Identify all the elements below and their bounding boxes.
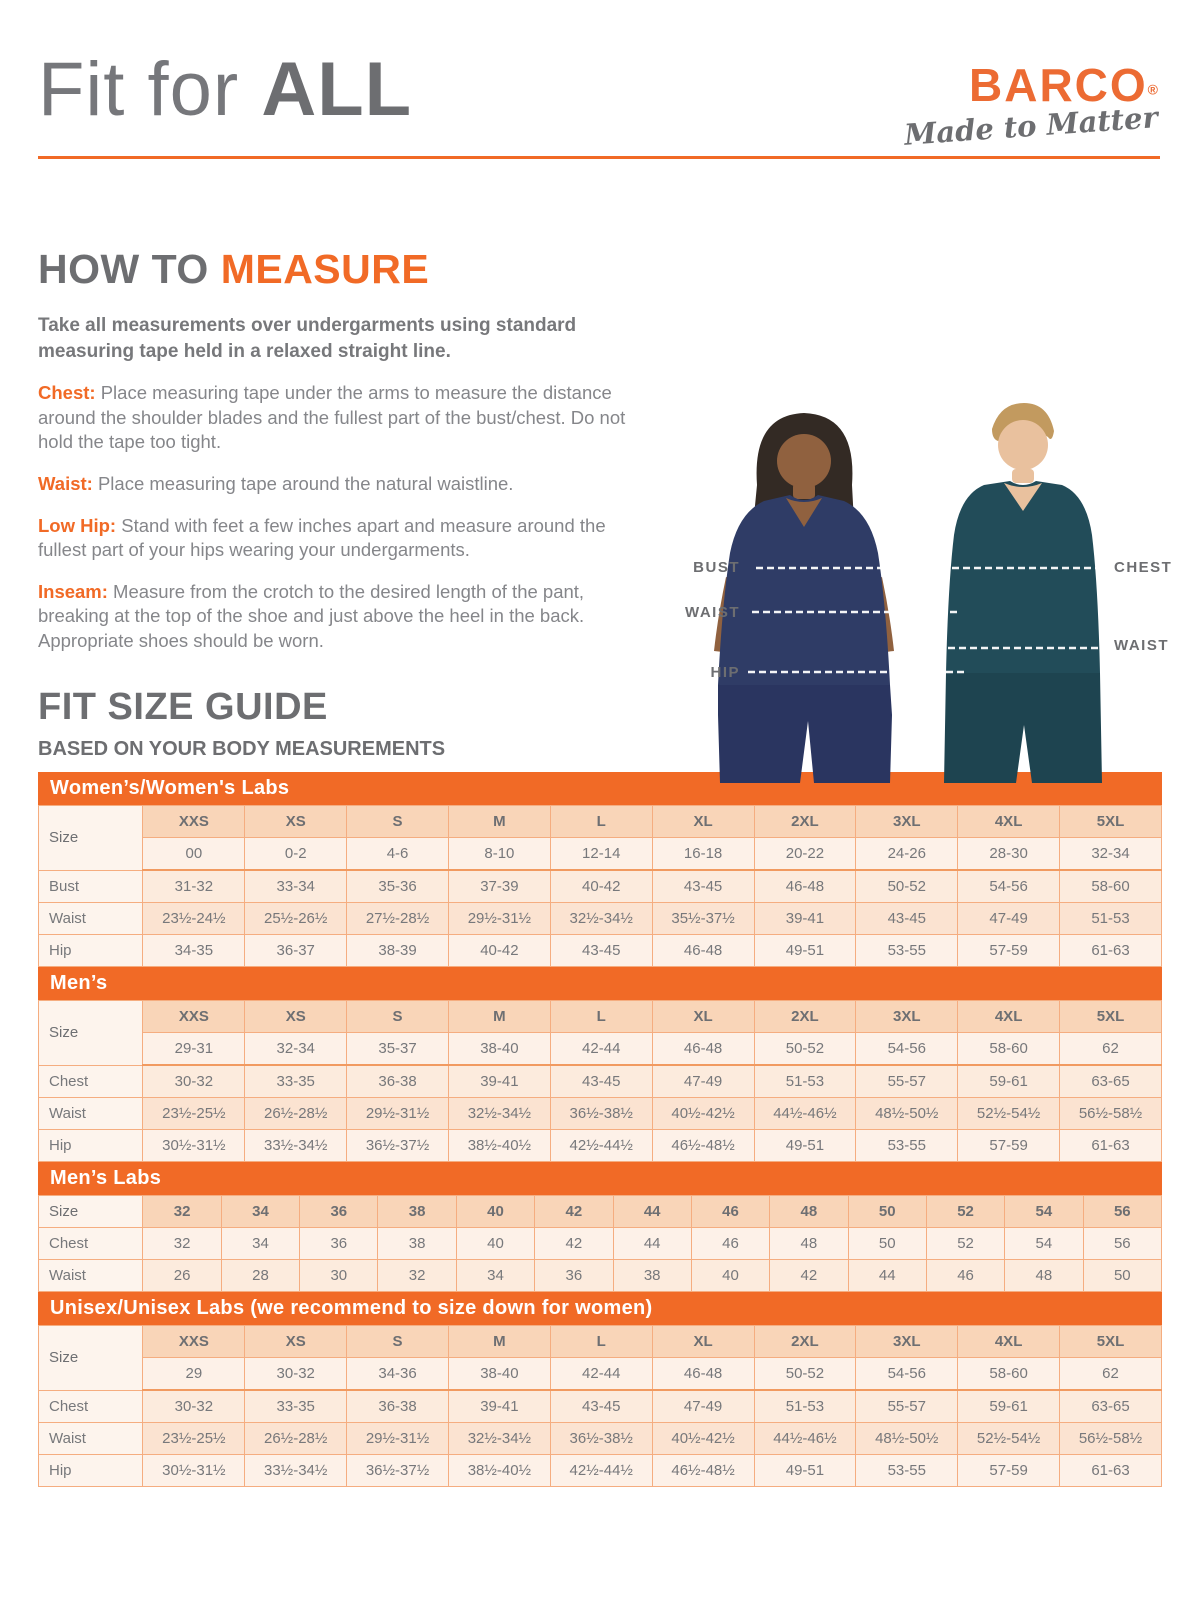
size-column-header: 34 (221, 1196, 299, 1228)
value-cell: 29½-31½ (347, 1423, 449, 1455)
size-column-header: S (347, 1326, 449, 1358)
value-cell: 48½-50½ (856, 1098, 958, 1130)
value-cell: 50 (1083, 1260, 1161, 1292)
table-row (39, 870, 1162, 903)
value-cell: 46 (691, 1228, 769, 1260)
value-cell: 38½-40½ (448, 1455, 550, 1487)
size-column-header: 52 (926, 1196, 1004, 1228)
table-row (39, 1260, 1162, 1292)
value-cell: 51-53 (1060, 903, 1162, 935)
measure-item-lowhip-text: Stand with feet a few inches apart and measure around the fullest part of your hips wearing your undergarments. (38, 514, 606, 561)
value-cell: 52½-54½ (958, 1423, 1060, 1455)
value-cell: 46½-48½ (652, 1130, 754, 1162)
row-label-cell: Chest (39, 1390, 143, 1423)
measure-item-waist-text: Place measuring tape around the natural waistline. (92, 473, 514, 495)
size-column-header: XS (245, 1001, 347, 1033)
size-column-header: XL (652, 806, 754, 838)
value-cell: 40-42 (448, 935, 550, 967)
value-cell: 33-35 (245, 1065, 347, 1098)
value-cell: 49-51 (754, 1130, 856, 1162)
measure-item-chest-label: Chest: (38, 382, 96, 404)
brand-block (903, 59, 1159, 152)
registered-mark-icon: ® (1147, 81, 1158, 98)
value-cell: 46-48 (652, 1358, 754, 1391)
value-cell: 57-59 (958, 935, 1060, 967)
value-cell: 30-32 (143, 1065, 245, 1098)
value-cell: 53-55 (856, 1130, 958, 1162)
value-cell: 38 (613, 1260, 691, 1292)
size-column-header: 36 (300, 1196, 378, 1228)
value-cell: 61-63 (1060, 935, 1162, 967)
value-cell: 36-37 (245, 935, 347, 967)
value-cell: 49-51 (754, 935, 856, 967)
size-column-header: 2XL (754, 806, 856, 838)
page-title-regular: Fit for (38, 47, 262, 132)
value-cell: 29-31 (143, 1033, 245, 1066)
table-row (39, 1033, 1162, 1066)
table-title-bar: Men’s (38, 967, 1162, 1000)
row-label-cell: Hip (39, 1130, 143, 1162)
value-cell: 42-44 (550, 1358, 652, 1391)
row-label-cell: Chest (39, 1065, 143, 1098)
size-table-block-0 (38, 772, 1162, 967)
value-cell: 44½-46½ (754, 1423, 856, 1455)
value-cell: 42½-44½ (550, 1130, 652, 1162)
value-cell: 48½-50½ (856, 1423, 958, 1455)
value-cell: 55-57 (856, 1390, 958, 1423)
size-label-cell: Size (39, 1001, 143, 1066)
value-cell: 31-32 (143, 870, 245, 903)
measure-item-inseam-text: Measure from the crotch to the desired length of the pant, breaking at the top of the shoe and just above the heel in the back. Appropriate shoes should be worn. (38, 580, 585, 652)
value-cell: 49-51 (754, 1455, 856, 1487)
value-cell: 51-53 (754, 1390, 856, 1423)
table-row (39, 1423, 1162, 1455)
table-title-bar: Men’s Labs (38, 1162, 1162, 1195)
table-row (39, 1358, 1162, 1391)
size-column-header: 5XL (1060, 1001, 1162, 1033)
size-table (38, 1000, 1162, 1162)
size-column-header: XXS (143, 806, 245, 838)
size-column-header: M (448, 806, 550, 838)
value-cell: 47-49 (958, 903, 1060, 935)
row-label-cell: Waist (39, 1098, 143, 1130)
value-cell: 26 (143, 1260, 221, 1292)
value-cell: 44 (848, 1260, 926, 1292)
value-cell: 33-35 (245, 1390, 347, 1423)
value-cell: 26½-28½ (245, 1423, 347, 1455)
size-table-block-2 (38, 1162, 1162, 1292)
how-to-measure-section (38, 246, 643, 654)
value-cell: 61-63 (1060, 1455, 1162, 1487)
row-label-cell: Bust (39, 870, 143, 903)
value-cell: 36½-38½ (550, 1423, 652, 1455)
fit-size-guide-subtitle: BASED ON YOUR BODY MEASUREMENTS (38, 738, 446, 760)
value-cell: 12-14 (550, 838, 652, 871)
value-cell: 54-56 (856, 1033, 958, 1066)
row-label-cell: Hip (39, 935, 143, 967)
value-cell: 32 (143, 1228, 221, 1260)
size-column-header: XL (652, 1001, 754, 1033)
value-cell: 43-45 (856, 903, 958, 935)
value-cell: 34-36 (347, 1358, 449, 1391)
value-cell: 36½-37½ (347, 1455, 449, 1487)
value-cell: 56½-58½ (1060, 1423, 1162, 1455)
value-cell: 40 (456, 1228, 534, 1260)
size-column-header: 48 (770, 1196, 848, 1228)
value-cell: 00 (143, 838, 245, 871)
size-column-header: M (448, 1001, 550, 1033)
brand-name: BARCO (969, 59, 1148, 111)
value-cell: 40½-42½ (652, 1098, 754, 1130)
value-cell: 29 (143, 1358, 245, 1391)
value-cell: 53-55 (856, 935, 958, 967)
size-column-header: XL (652, 1326, 754, 1358)
value-cell: 32½-34½ (448, 1423, 550, 1455)
value-cell: 48 (1005, 1260, 1083, 1292)
value-cell: 35-36 (347, 870, 449, 903)
value-cell: 54-56 (856, 1358, 958, 1391)
value-cell: 52 (926, 1228, 1004, 1260)
value-cell: 36-38 (347, 1390, 449, 1423)
value-cell: 40½-42½ (652, 1423, 754, 1455)
size-column-header: 44 (613, 1196, 691, 1228)
table-row (39, 1455, 1162, 1487)
value-cell: 47-49 (652, 1390, 754, 1423)
size-column-header: 46 (691, 1196, 769, 1228)
value-cell: 63-65 (1060, 1065, 1162, 1098)
how-to-measure-title (38, 246, 643, 293)
size-column-header: 5XL (1060, 806, 1162, 838)
value-cell: 0-2 (245, 838, 347, 871)
value-cell: 59-61 (958, 1065, 1060, 1098)
value-cell: 46½-48½ (652, 1455, 754, 1487)
row-label-cell: Waist (39, 903, 143, 935)
table-row (39, 935, 1162, 967)
value-cell: 43-45 (550, 1065, 652, 1098)
value-cell: 36½-37½ (347, 1130, 449, 1162)
value-cell: 38-40 (448, 1033, 550, 1066)
value-cell: 42 (770, 1260, 848, 1292)
table-row (39, 1065, 1162, 1098)
size-column-header: 40 (456, 1196, 534, 1228)
value-cell: 57-59 (958, 1455, 1060, 1487)
value-cell: 36-38 (347, 1065, 449, 1098)
table-row (39, 1130, 1162, 1162)
value-cell: 61-63 (1060, 1130, 1162, 1162)
value-cell: 50-52 (754, 1358, 856, 1391)
value-cell: 46-48 (754, 870, 856, 903)
measurement-figure (652, 385, 1184, 783)
measure-item-chest-text: Place measuring tape under the arms to measure the distance around the shoulder blades and the fullest part of the bust/chest. Do not hold the tape too tight. (38, 382, 626, 453)
table-header-row (39, 1001, 1162, 1033)
row-label-cell: Waist (39, 1423, 143, 1455)
header-divider (38, 156, 1160, 159)
table-row (39, 1390, 1162, 1423)
value-cell: 34 (221, 1228, 299, 1260)
measure-item-inseam-label: Inseam: (38, 580, 108, 602)
size-column-header: M (448, 1326, 550, 1358)
table-row (39, 838, 1162, 871)
value-cell: 30½-31½ (143, 1455, 245, 1487)
row-label-cell: Waist (39, 1260, 143, 1292)
value-cell: 56 (1083, 1228, 1161, 1260)
value-cell: 39-41 (448, 1065, 550, 1098)
value-cell: 44 (613, 1228, 691, 1260)
value-cell: 34-35 (143, 935, 245, 967)
value-cell: 35½-37½ (652, 903, 754, 935)
size-column-header: 2XL (754, 1326, 856, 1358)
value-cell: 44½-46½ (754, 1098, 856, 1130)
size-column-header: XS (245, 1326, 347, 1358)
size-column-header: 38 (378, 1196, 456, 1228)
size-column-header: XXS (143, 1001, 245, 1033)
value-cell: 38-40 (448, 1358, 550, 1391)
value-cell: 37-39 (448, 870, 550, 903)
value-cell: 32½-34½ (448, 1098, 550, 1130)
value-cell: 53-55 (856, 1455, 958, 1487)
table-title-bar: Women’s/Women's Labs (38, 772, 1162, 805)
value-cell: 51-53 (754, 1065, 856, 1098)
table-header-row (39, 1196, 1162, 1228)
value-cell: 57-59 (958, 1130, 1060, 1162)
value-cell: 35-37 (347, 1033, 449, 1066)
value-cell: 23½-25½ (143, 1098, 245, 1130)
value-cell: 39-41 (448, 1390, 550, 1423)
size-column-header: S (347, 806, 449, 838)
value-cell: 46-48 (652, 1033, 754, 1066)
value-cell: 48 (770, 1228, 848, 1260)
table-row (39, 1228, 1162, 1260)
value-cell: 33½-34½ (245, 1130, 347, 1162)
chest-label: CHEST (1114, 559, 1173, 576)
table-header-row (39, 806, 1162, 838)
value-cell: 54 (1005, 1228, 1083, 1260)
value-cell: 47-49 (652, 1065, 754, 1098)
value-cell: 46 (926, 1260, 1004, 1292)
value-cell: 50-52 (754, 1033, 856, 1066)
value-cell: 25½-26½ (245, 903, 347, 935)
man-model-illustration (944, 403, 1102, 783)
size-tables (38, 772, 1162, 1487)
page-title-bold: ALL (261, 47, 413, 132)
value-cell: 59-61 (958, 1390, 1060, 1423)
fit-size-guide-section (38, 686, 1162, 1487)
value-cell: 36½-38½ (550, 1098, 652, 1130)
size-label-cell: Size (39, 806, 143, 871)
value-cell: 30-32 (245, 1358, 347, 1391)
value-cell: 58-60 (958, 1358, 1060, 1391)
size-column-header: L (550, 806, 652, 838)
value-cell: 33-34 (245, 870, 347, 903)
value-cell: 28-30 (958, 838, 1060, 871)
size-column-header: 4XL (958, 1001, 1060, 1033)
bust-label: BUST (693, 559, 740, 576)
brand-logo (904, 59, 1158, 111)
waist-label-woman: WAIST (685, 604, 740, 621)
measure-item-inseam (38, 580, 643, 654)
size-column-header: 3XL (856, 1326, 958, 1358)
size-column-header: 5XL (1060, 1326, 1162, 1358)
value-cell: 34 (456, 1260, 534, 1292)
size-column-header: L (550, 1001, 652, 1033)
value-cell: 38-39 (347, 935, 449, 967)
value-cell: 38½-40½ (448, 1130, 550, 1162)
page-title (38, 47, 413, 132)
value-cell: 26½-28½ (245, 1098, 347, 1130)
size-column-header: XXS (143, 1326, 245, 1358)
how-to-measure-title-gray: HOW TO (38, 246, 221, 292)
fit-size-guide-title: FIT SIZE GUIDE (38, 686, 328, 728)
value-cell: 32½-34½ (550, 903, 652, 935)
size-column-header: 4XL (958, 1326, 1060, 1358)
value-cell: 4-6 (347, 838, 449, 871)
woman-model-illustration (714, 413, 894, 783)
value-cell: 40-42 (550, 870, 652, 903)
value-cell: 23½-25½ (143, 1423, 245, 1455)
value-cell: 29½-31½ (347, 1098, 449, 1130)
size-column-header: 3XL (856, 806, 958, 838)
value-cell: 32-34 (245, 1033, 347, 1066)
size-column-header: 54 (1005, 1196, 1083, 1228)
value-cell: 42-44 (550, 1033, 652, 1066)
measure-item-waist (38, 472, 643, 497)
value-cell: 55-57 (856, 1065, 958, 1098)
value-cell: 54-56 (958, 870, 1060, 903)
value-cell: 63-65 (1060, 1390, 1162, 1423)
value-cell: 43-45 (550, 935, 652, 967)
value-cell: 29½-31½ (448, 903, 550, 935)
value-cell: 39-41 (754, 903, 856, 935)
size-column-header: 3XL (856, 1001, 958, 1033)
value-cell: 58-60 (1060, 870, 1162, 903)
row-label-cell: Hip (39, 1455, 143, 1487)
value-cell: 62 (1060, 1358, 1162, 1391)
table-title-bar: Unisex/Unisex Labs (we recommend to size down for women) (38, 1292, 1162, 1325)
value-cell: 20-22 (754, 838, 856, 871)
size-table-block-1 (38, 967, 1162, 1162)
value-cell: 36 (535, 1260, 613, 1292)
measure-item-lowhip-label: Low Hip: (38, 514, 117, 536)
how-to-measure-title-orange: MEASURE (220, 246, 430, 292)
size-column-header: XS (245, 806, 347, 838)
size-label-cell: Size (39, 1196, 143, 1228)
value-cell: 52½-54½ (958, 1098, 1060, 1130)
value-cell: 32 (378, 1260, 456, 1292)
value-cell: 8-10 (448, 838, 550, 871)
value-cell: 56½-58½ (1060, 1098, 1162, 1130)
hip-label: HIP (710, 664, 740, 681)
value-cell: 30-32 (143, 1390, 245, 1423)
size-column-header: 56 (1083, 1196, 1161, 1228)
value-cell: 38 (378, 1228, 456, 1260)
value-cell: 43-45 (652, 870, 754, 903)
size-column-header: 42 (535, 1196, 613, 1228)
value-cell: 58-60 (958, 1033, 1060, 1066)
table-row (39, 903, 1162, 935)
size-column-header: 32 (143, 1196, 221, 1228)
value-cell: 30 (300, 1260, 378, 1292)
value-cell: 42 (535, 1228, 613, 1260)
size-column-header: 50 (848, 1196, 926, 1228)
value-cell: 23½-24½ (143, 903, 245, 935)
measure-intro: Take all measurements over undergarments using standard measuring tape held in a relaxed straight line. (38, 315, 577, 362)
size-column-header: S (347, 1001, 449, 1033)
size-column-header: 4XL (958, 806, 1060, 838)
size-table (38, 1195, 1162, 1292)
models-illustration (652, 385, 1184, 783)
value-cell: 27½-28½ (347, 903, 449, 935)
table-header-row (39, 1326, 1162, 1358)
value-cell: 40 (691, 1260, 769, 1292)
value-cell: 50-52 (856, 870, 958, 903)
value-cell: 24-26 (856, 838, 958, 871)
table-row (39, 1098, 1162, 1130)
value-cell: 50 (848, 1228, 926, 1260)
value-cell: 30½-31½ (143, 1130, 245, 1162)
size-table-block-3 (38, 1292, 1162, 1487)
size-label-cell: Size (39, 1326, 143, 1391)
row-label-cell: Chest (39, 1228, 143, 1260)
value-cell: 32-34 (1060, 838, 1162, 871)
value-cell: 33½-34½ (245, 1455, 347, 1487)
waist-label-man: WAIST (1114, 637, 1169, 654)
brand-tagline: Made to Matter (903, 100, 1159, 152)
size-table (38, 1325, 1162, 1487)
size-table (38, 805, 1162, 967)
value-cell: 28 (221, 1260, 299, 1292)
value-cell: 62 (1060, 1033, 1162, 1066)
measure-item-waist-label: Waist: (38, 473, 93, 495)
value-cell: 42½-44½ (550, 1455, 652, 1487)
value-cell: 46-48 (652, 935, 754, 967)
measure-item-lowhip (38, 514, 643, 563)
value-cell: 16-18 (652, 838, 754, 871)
value-cell: 43-45 (550, 1390, 652, 1423)
value-cell: 36 (300, 1228, 378, 1260)
measure-item-chest (38, 381, 643, 455)
size-column-header: L (550, 1326, 652, 1358)
size-column-header: 2XL (754, 1001, 856, 1033)
